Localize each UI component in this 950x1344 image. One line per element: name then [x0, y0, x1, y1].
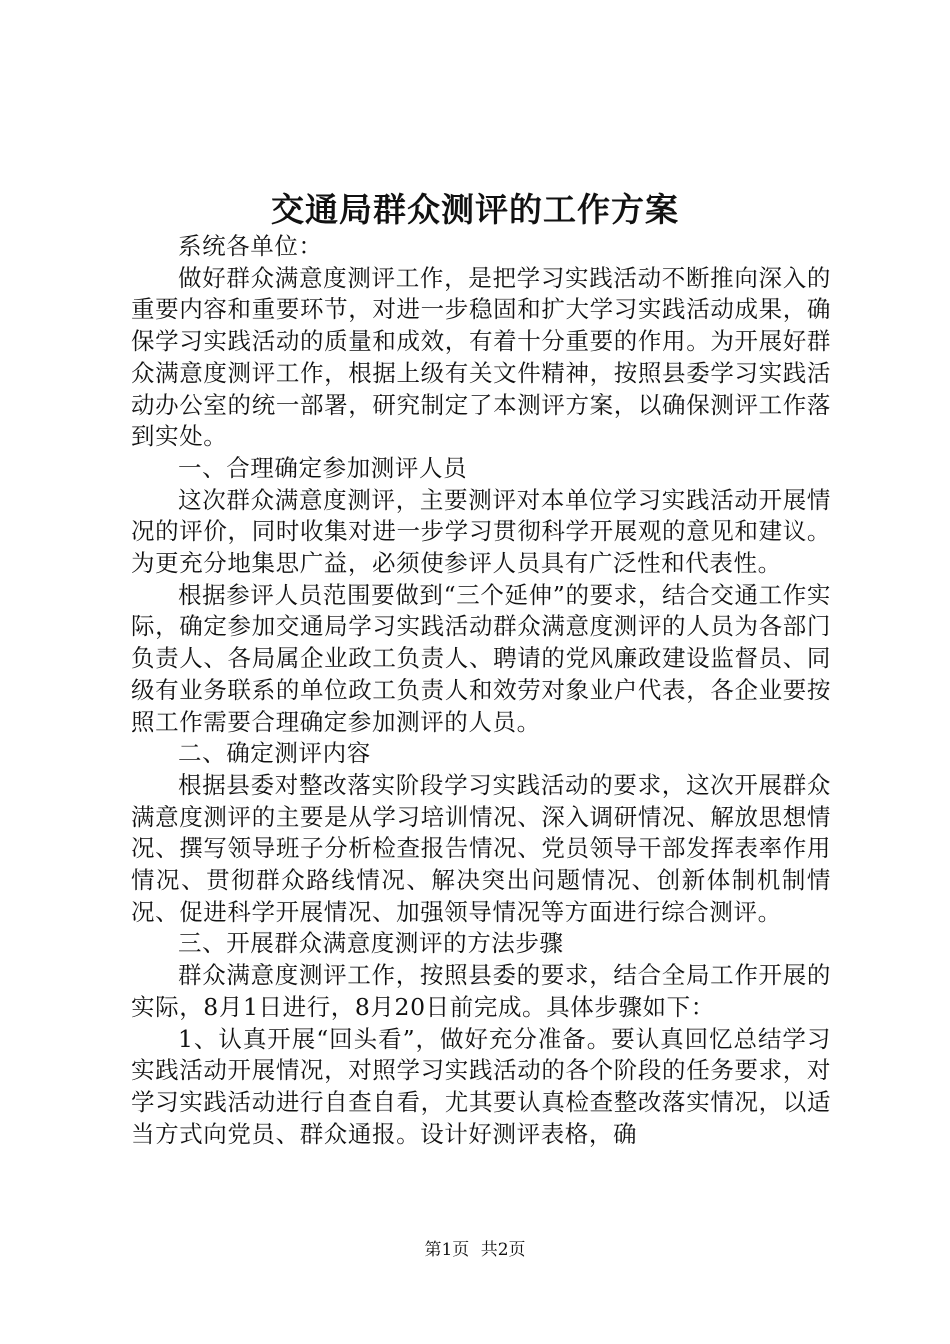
document-body [131, 231, 831, 1150]
intro-paragraph: 做好群众满意度测评工作，是把学习实践活动不断推向深入的重要内容和重要环节，对进一步稳固和扩大学习实践活动成果，确保学习实践活动的质量和成效，有着十分重要的作用。为开展好群众满意度测评工作，根据上级有关文件精神，按照县委学习实践活动办公室的统一部署，研究制定了本测评方案，以确保测评工作落到实处。 [131, 263, 831, 451]
document-title: 交通局群众测评的工作方案 [271, 190, 679, 229]
body-paragraph: 1、认真开展“回头看”，做好充分准备。要认真回忆总结学习实践活动开展情况，对照学习实践活动的各个阶段的任务要求，对学习实践活动进行自查自看，尤其要认真检查整改落实情况，以适当方式向党员、群众通报。设计好测评表格，确 [131, 1024, 831, 1148]
body-paragraph: 这次群众满意度测评，主要测评对本单位学习实践活动开展情况的评价，同时收集对进一步学习贯彻科学开展观的意见和建议。为更充分地集思广益，必须使参评人员具有广泛性和代表性。 [131, 485, 831, 578]
page-total: 共2页 [480, 1240, 526, 1260]
body-paragraph: 群众满意度测评工作，按照县委的要求，结合全局工作开展的实际，8月1日进行，8月20日前完成。具体步骤如下： [131, 961, 831, 1021]
page-footer [0, 1238, 950, 1262]
section-heading-2: 二、确定测评内容 [178, 739, 371, 768]
page-number: 第1页 [424, 1240, 470, 1260]
body-paragraph: 根据参评人员范围要做到“三个延伸”的要求，结合交通工作实际，确定参加交通局学习实践活动群众满意度测评的人员为各部门负责人、各局属企业政工负责人、聘请的党风廉政建设监督员、同级有业务联系的单位政工负责人和效劳对象业户代表，各企业要按照工作需要合理确定参加测评的人员。 [131, 580, 831, 736]
section-heading-3: 三、开展群众满意度测评的方法步骤 [178, 929, 564, 958]
body-paragraph: 根据县委对整改落实阶段学习实践活动的要求，这次开展群众满意度测评的主要是从学习培训情况、深入调研情况、解放思想情况、撰写领导班子分析检查报告情况、党员领导干部发挥表率作用情况、贯彻群众路线情况、解决突出问题情况、创新体制机制情况、促进科学开展情况、加强领导情况等方面进行综合测评。 [131, 770, 831, 926]
section-heading-1: 一、合理确定参加测评人员 [178, 453, 468, 482]
salutation: 系统各单位： [178, 232, 323, 260]
